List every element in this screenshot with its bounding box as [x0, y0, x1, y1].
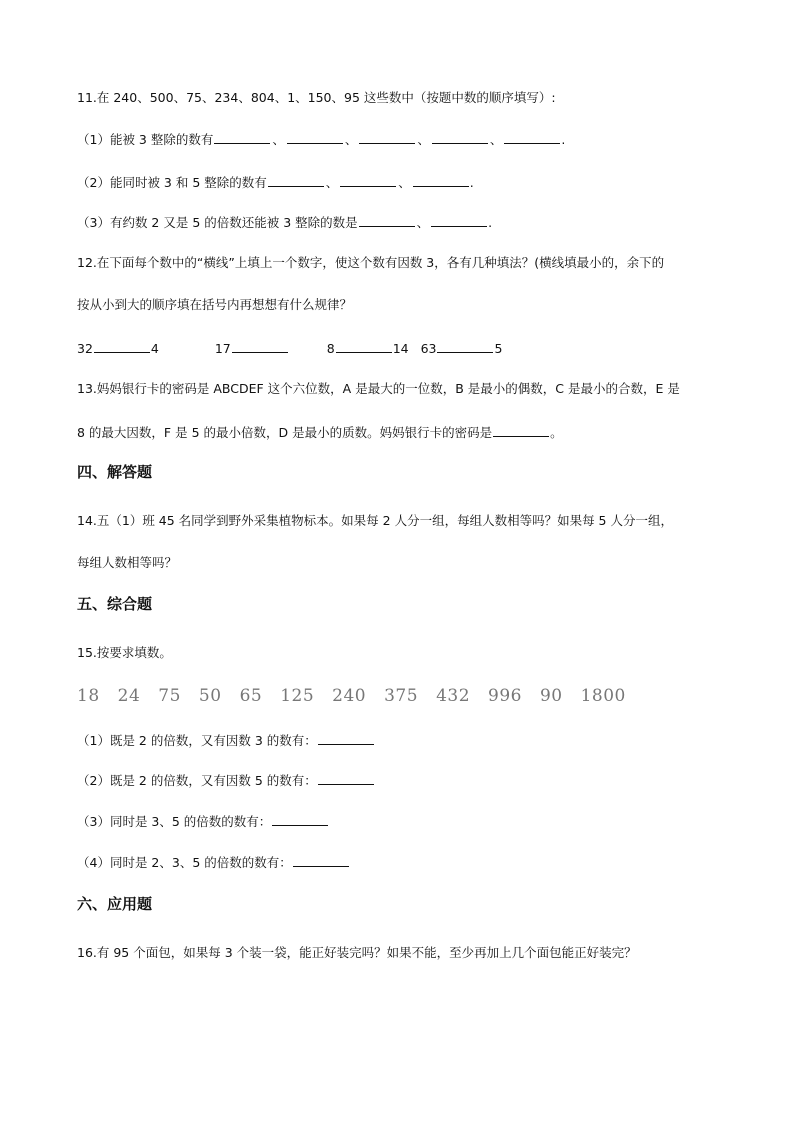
q14-line1: 14.五（1）班 45 名同学到野外采集植物标本。如果每 2 人分一组，每组人数相等吗？如果每 5 人分一组，: [77, 513, 673, 528]
q11-part2-label: （2）能同时被 3 和 5 整除的数有: [77, 175, 267, 190]
q15-number: 996: [488, 686, 522, 706]
section-title-5: 五、综合题: [77, 595, 153, 613]
q13-line1: 13.妈妈银行卡的密码是 ABCDEF 这个六位数，A 是最大的一位数，B 是最小的偶数，C 是最小的合数，E 是: [77, 381, 680, 396]
q15-number: 75: [158, 686, 181, 706]
answer-blank[interactable]: [431, 214, 487, 227]
q12-item: 32 4: [77, 341, 159, 356]
answer-blank[interactable]: [413, 174, 469, 187]
answer-blank[interactable]: [272, 813, 328, 826]
q11-part3-end: .: [488, 215, 493, 230]
q11-part2: （2）能同时被 3 和 5 整除的数有 、 、 .: [77, 175, 474, 190]
q11-part3: （3）有约数 2 又是 5 的倍数还能被 3 整除的数是 、 .: [77, 215, 493, 230]
q12-line1: 12.在下面每个数中的“横线”上填上一个数字，使这个数有因数 3，各有几种填法？(横线填最小的，余下的: [77, 255, 665, 270]
answer-blank[interactable]: [336, 340, 392, 353]
section-title-6: 六、应用题: [77, 895, 153, 913]
q11-part1-label: （1）能被 3 整除的数有: [77, 132, 214, 147]
answer-blank[interactable]: [94, 340, 150, 353]
q15-number: 90: [539, 686, 563, 706]
q15-number: 432: [436, 686, 471, 706]
q11-part1-end: .: [561, 132, 566, 147]
q15-part3: （3）同时是 3、5 的倍数的数有：: [77, 813, 329, 830]
answer-blank[interactable]: [318, 772, 374, 785]
answer-blank[interactable]: [318, 732, 374, 745]
q11-part2-end: .: [469, 175, 474, 190]
q11-part1: （1）能被 3 整除的数有 、 、 、 、 .: [77, 132, 566, 147]
q15-part1: （1）既是 2 的倍数，又有因数 3 的数有：: [77, 732, 375, 749]
q13-line2: 8 的最大因数，F 是 5 的最小倍数，D 是最小的质数。妈妈银行卡的密码是 。: [77, 425, 563, 440]
q15-stem: 15.按要求填数。: [77, 645, 172, 660]
q15-number: 125: [280, 686, 315, 706]
q12-items: [77, 340, 536, 357]
answer-blank[interactable]: [340, 174, 396, 187]
q15-number: 1800: [580, 686, 626, 706]
q15-part2: （2）既是 2 的倍数，又有因数 5 的数有：: [77, 772, 375, 789]
answer-blank[interactable]: [214, 131, 270, 144]
q12-item: 17: [215, 340, 289, 357]
answer-blank[interactable]: [232, 340, 288, 353]
q15-number: 65: [239, 686, 263, 706]
q12-item: 8 14: [326, 341, 409, 356]
answer-blank[interactable]: [268, 174, 324, 187]
q15-number: 240: [332, 686, 367, 706]
q15-number-list: [77, 686, 644, 706]
q15-number: 375: [384, 686, 419, 706]
q11-stem: 11.在 240、500、75、234、804、1、150、95 这些数中（按题中数的顺序填写）:: [77, 90, 556, 105]
q15-number: 18: [77, 686, 100, 706]
q14-line2: 每组人数相等吗？: [77, 555, 178, 570]
answer-blank[interactable]: [359, 214, 415, 227]
answer-blank[interactable]: [437, 340, 493, 353]
answer-blank[interactable]: [432, 131, 488, 144]
answer-blank[interactable]: [287, 131, 343, 144]
q15-part4: （4）同时是 2、3、5 的倍数的数有：: [77, 854, 350, 871]
q16-line1: 16.有 95 个面包，如果每 3 个装一袋，能正好装完吗？如果不能，至少再加上几个面包能正好装完？: [77, 945, 637, 960]
answer-blank[interactable]: [493, 424, 549, 437]
q15-number: 50: [198, 686, 222, 706]
q12-line2: 按从小到大的顺序填在括号内再想想有什么规律？: [77, 297, 353, 312]
answer-blank[interactable]: [504, 131, 560, 144]
answer-blank[interactable]: [359, 131, 415, 144]
q15-number: 24: [117, 686, 141, 706]
q12-item: 63 5: [420, 341, 503, 356]
section-title-4: 四、解答题: [77, 463, 153, 481]
q11-part3-label: （3）有约数 2 又是 5 的倍数还能被 3 整除的数是: [77, 215, 358, 230]
answer-blank[interactable]: [293, 854, 349, 867]
